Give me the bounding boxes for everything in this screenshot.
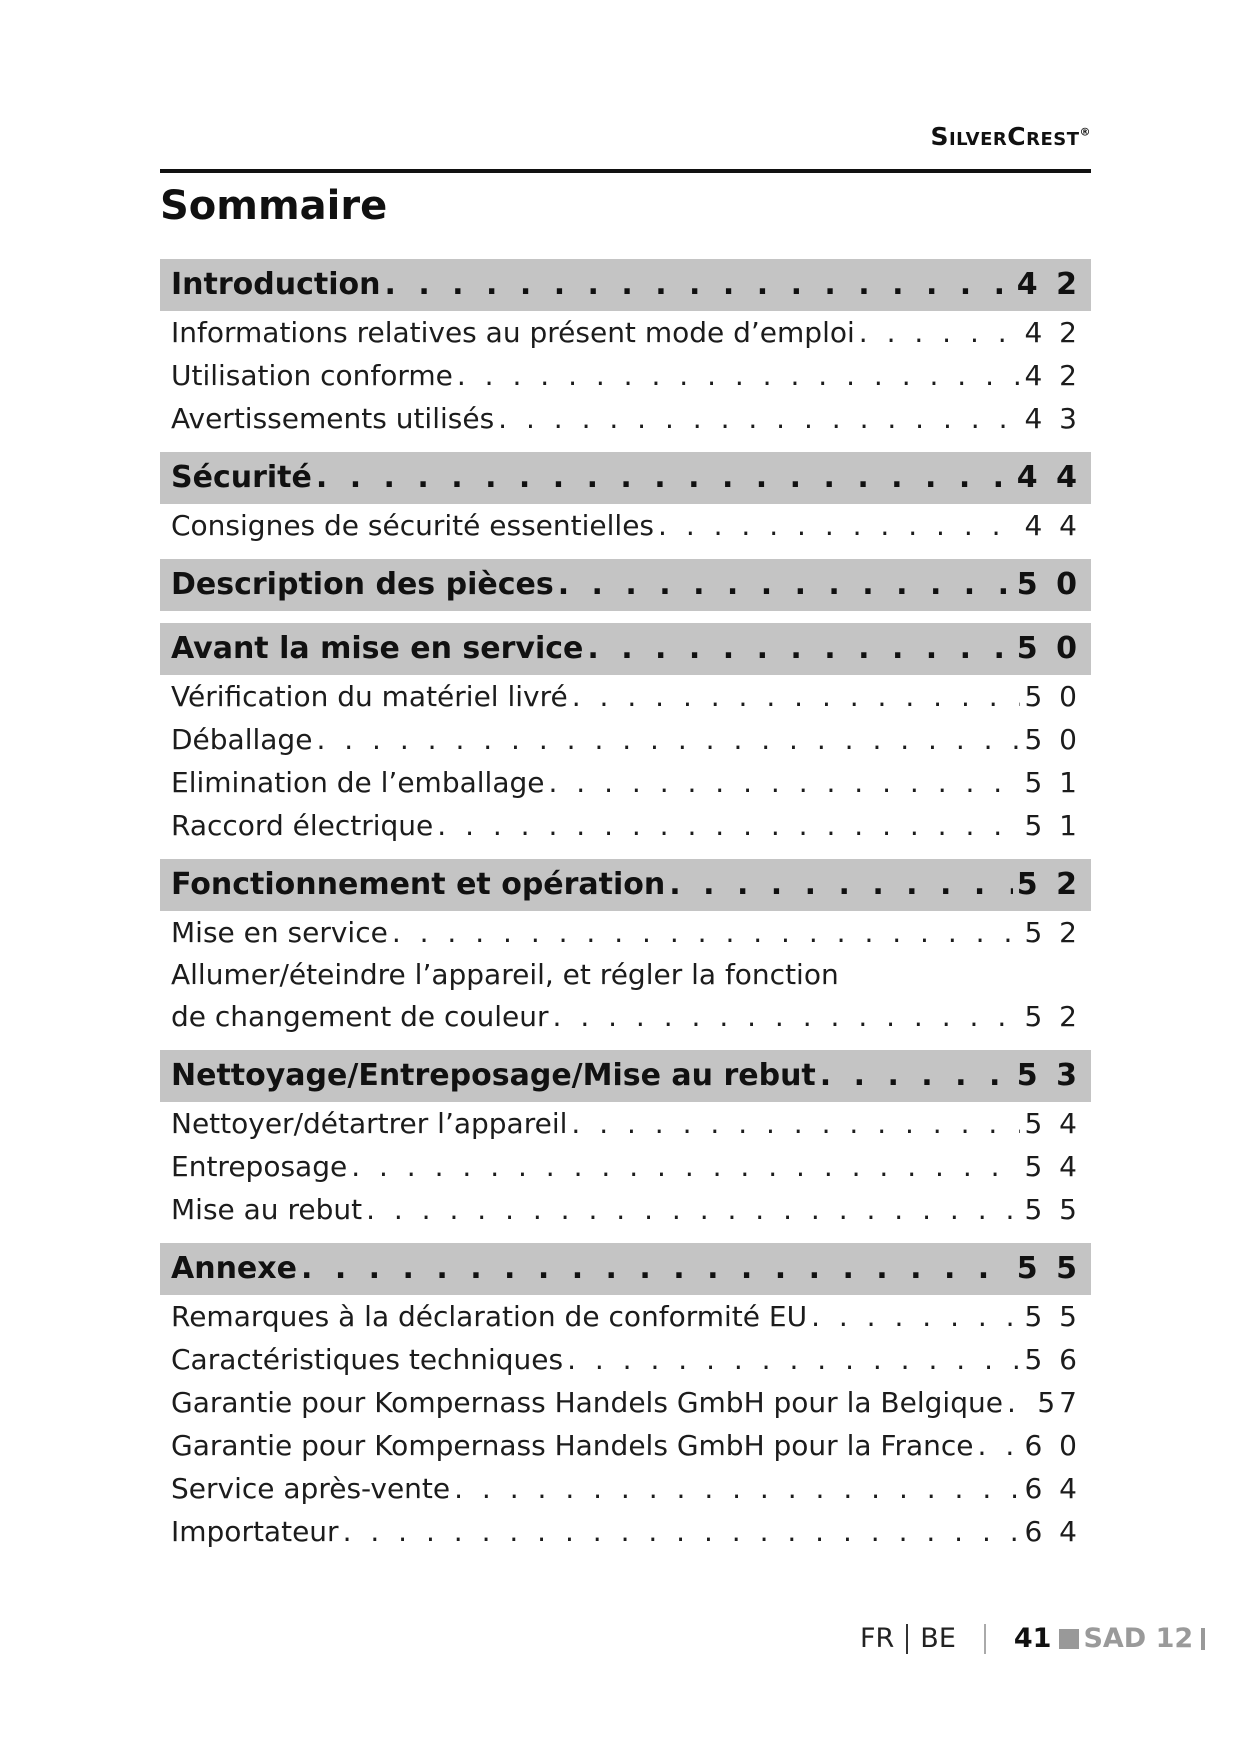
toc-section-avant-mise-en-service: [160, 623, 1091, 847]
entry-label: Entreposage: [171, 1150, 348, 1183]
leader-dots: [1007, 1381, 1033, 1424]
entry-label: Importateur: [171, 1515, 339, 1548]
leader-dots: [859, 311, 1021, 354]
leader-dots: [820, 1050, 1013, 1102]
leader-dots: [384, 259, 1012, 311]
toc-entry[interactable]: [160, 1381, 1091, 1424]
section-page: 5 5: [1016, 1251, 1081, 1286]
entry-label: Remarques à la déclaration de conformité EU: [171, 1300, 808, 1333]
leader-dots: [351, 1145, 1020, 1188]
entry-label: Garantie pour Kompernass Handels GmbH pour la Belgique: [171, 1386, 1003, 1419]
footer-lang-fr: FR: [860, 1623, 895, 1654]
entry-page: 4 3: [1024, 402, 1081, 435]
leader-dots: [572, 675, 1021, 718]
entry-page: 5 2: [1024, 1000, 1081, 1033]
leader-dots: [978, 1424, 1021, 1467]
toc-entry-line2[interactable]: [160, 996, 1091, 1038]
leader-dots: [437, 804, 1020, 847]
toc-entry-line1[interactable]: [160, 954, 1091, 996]
section-page: 5 0: [1016, 567, 1081, 602]
entry-label: Utilisation conforme: [171, 359, 453, 392]
toc-entry[interactable]: [160, 675, 1091, 718]
toc-entry[interactable]: [160, 718, 1091, 761]
leader-dots: [343, 1510, 1021, 1553]
toc-entry[interactable]: [160, 911, 1091, 954]
entry-label: Déballage: [171, 723, 313, 756]
section-label: Annexe: [171, 1251, 297, 1286]
entry-label: Elimination de l’emballage: [171, 766, 545, 799]
toc-section-heading[interactable]: [160, 1050, 1091, 1102]
page-footer: [860, 1623, 1205, 1654]
toc-entry[interactable]: [160, 1145, 1091, 1188]
section-page: 5 2: [1016, 867, 1081, 902]
entry-label: Service après-vente: [171, 1472, 451, 1505]
toc-entry[interactable]: [160, 1510, 1091, 1553]
entry-page: 5 0: [1024, 723, 1081, 756]
footer-page-number: 41: [1013, 1623, 1052, 1654]
entry-page: 5 5: [1024, 1193, 1081, 1226]
toc-entry[interactable]: [160, 1102, 1091, 1145]
footer-bar-icon: [1201, 1628, 1205, 1650]
entry-page: 5 4: [1024, 1150, 1081, 1183]
entry-label: Vérification du matériel livré: [171, 680, 568, 713]
leader-dots: [316, 718, 1020, 761]
entry-label: Nettoyer/détartrer l’appareil: [171, 1107, 568, 1140]
footer-divider: [906, 1624, 908, 1654]
toc-entry[interactable]: [160, 1188, 1091, 1231]
toc-section-nettoyage: [160, 1050, 1091, 1231]
toc-entry[interactable]: [160, 1467, 1091, 1510]
leader-dots: [498, 397, 1020, 440]
footer-lang-be: BE: [920, 1623, 956, 1654]
section-page: 5 0: [1016, 631, 1081, 666]
toc-section-securite: [160, 452, 1091, 547]
entry-page: 4 2: [1024, 316, 1081, 349]
section-label: Sécurité: [171, 460, 312, 495]
leader-dots: [548, 761, 1020, 804]
toc-entry[interactable]: [160, 504, 1091, 547]
toc-entry[interactable]: [160, 761, 1091, 804]
leader-dots: [658, 504, 1020, 547]
brand-trademark: ®: [1079, 125, 1091, 139]
toc-entry[interactable]: [160, 397, 1091, 440]
brand-logo: [930, 122, 1091, 151]
entry-page: 5 5: [1024, 1300, 1081, 1333]
section-page: 5 3: [1016, 1058, 1081, 1093]
section-label: Introduction: [171, 267, 381, 302]
entry-label: Garantie pour Kompernass Handels GmbH pour la France: [171, 1429, 974, 1462]
toc-section-heading[interactable]: [160, 1243, 1091, 1295]
entry-page: 5 0: [1024, 680, 1081, 713]
section-page: 4 2: [1016, 267, 1081, 302]
footer-model: SAD 12: [1083, 1623, 1194, 1654]
footer-divider: [984, 1624, 986, 1654]
section-page: 4 4: [1016, 460, 1081, 495]
header-rule: [160, 169, 1091, 173]
entry-page: 4 2: [1024, 359, 1081, 392]
toc-entry[interactable]: [160, 354, 1091, 397]
toc-section-introduction: [160, 259, 1091, 440]
toc-entry[interactable]: [160, 804, 1091, 847]
entry-label-continued: de changement de couleur: [171, 1000, 549, 1033]
leader-dots: [553, 996, 1021, 1038]
leader-dots: [301, 1243, 1013, 1295]
toc-entry[interactable]: [160, 311, 1091, 354]
entry-label: Allumer/éteindre l’appareil, et régler la fonction: [171, 958, 839, 991]
entry-label: Raccord électrique: [171, 809, 434, 842]
toc-section-heading[interactable]: [160, 559, 1091, 611]
toc-entry[interactable]: [160, 1424, 1091, 1467]
table-of-contents: [160, 259, 1091, 1553]
toc-section-fonctionnement: [160, 859, 1091, 1038]
toc-entry[interactable]: [160, 1295, 1091, 1338]
leader-dots: [457, 354, 1021, 397]
toc-entry[interactable]: [160, 1338, 1091, 1381]
leader-dots: [811, 1295, 1020, 1338]
page-title: Sommaire: [160, 183, 388, 229]
leader-dots: [567, 1338, 1020, 1381]
leader-dots: [316, 452, 1013, 504]
entry-page: 5 4: [1024, 1107, 1081, 1140]
section-label: Description des pièces: [171, 567, 554, 602]
entry-page: 6 4: [1024, 1515, 1081, 1548]
footer-square-icon: [1059, 1629, 1079, 1649]
entry-page: 5 6: [1024, 1343, 1081, 1376]
toc-section-heading[interactable]: [160, 259, 1091, 311]
leader-dots: [669, 859, 1013, 911]
entry-label: Informations relatives au présent mode d’emploi: [171, 316, 855, 349]
entry-page: 5 1: [1024, 766, 1081, 799]
section-label: Avant la mise en service: [171, 631, 584, 666]
section-label: Fonctionnement et opération: [171, 867, 666, 902]
entry-label: Avertissements utilisés: [171, 402, 495, 435]
entry-label: Mise au rebut: [171, 1193, 363, 1226]
brand-name: SilverCrest: [930, 122, 1080, 151]
leader-dots: [558, 559, 1013, 611]
toc-section-description: [160, 559, 1091, 611]
entry-page: 5 2: [1024, 916, 1081, 949]
entry-page: 5 1: [1024, 809, 1081, 842]
entry-label: Caractéristiques techniques: [171, 1343, 564, 1376]
leader-dots: [366, 1188, 1020, 1231]
entry-page: 6 0: [1024, 1429, 1081, 1462]
toc-section-annexe: [160, 1243, 1091, 1553]
entry-page: 6 4: [1024, 1472, 1081, 1505]
leader-dots: [392, 911, 1021, 954]
leader-dots: [571, 1102, 1020, 1145]
toc-section-heading[interactable]: [160, 623, 1091, 675]
section-label: Nettoyage/Entreposage/Mise au rebut: [171, 1058, 816, 1093]
entry-label: Mise en service: [171, 916, 388, 949]
entry-label: Consignes de sécurité essentielles: [171, 509, 655, 542]
toc-section-heading[interactable]: [160, 859, 1091, 911]
entry-page: 4 4: [1024, 509, 1081, 542]
toc-section-heading[interactable]: [160, 452, 1091, 504]
leader-dots: [587, 623, 1012, 675]
leader-dots: [454, 1467, 1020, 1510]
entry-page: 57: [1037, 1386, 1081, 1419]
